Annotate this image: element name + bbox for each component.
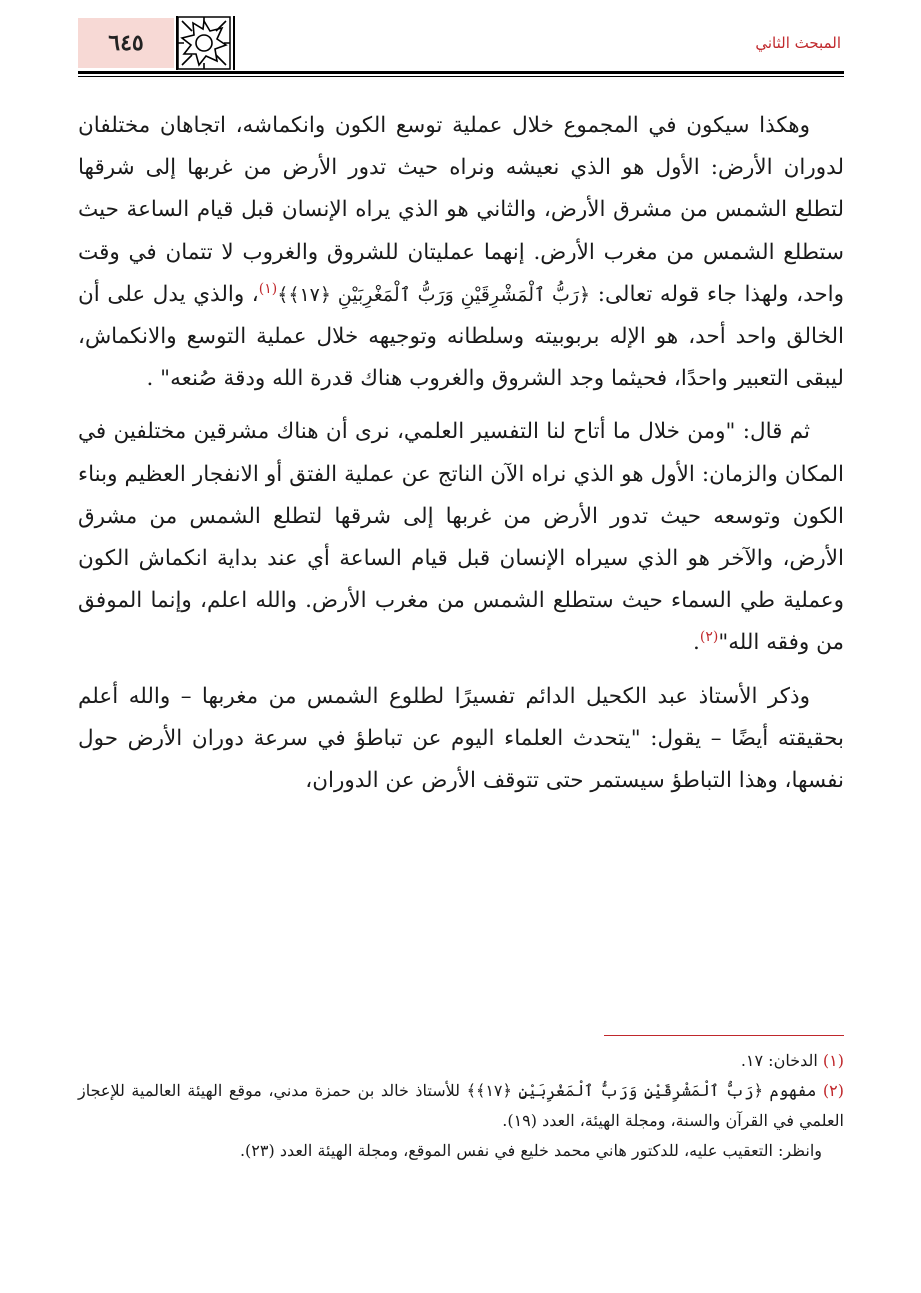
paragraph: [78, 411, 844, 664]
header-rule: [78, 71, 844, 74]
divider: [233, 16, 235, 70]
main-text: [78, 105, 844, 802]
footnote-separator: [604, 1035, 844, 1036]
paragraph-end: .: [693, 630, 700, 656]
footnote-ref[interactable]: (١): [258, 280, 278, 297]
paragraph-text: وهكذا سيكون في المجموع خلال عملية توسع الكون وانكماشه، اتجاهان مختلفان لدوران الأرض: الأول هو الذي نعيشه ونراه حيث تدور الأرض من غربها إلى شرقها لتطلع الشمس من مشرق الأرض، والثاني هو الذي يراه الإنسان قبل قيام الساعة حيث ستطلع الشمس من مغرب الأرض. إنهما عمليتان للشروق والغروب لا تتمان في وقت واحد، ولهذا جاء قوله تعالى:: [78, 113, 844, 307]
geometric-star-ornament-icon: [177, 16, 231, 70]
footnote-text: مفهوم ﴿رَبُّ ٱلْمَشْرِقَيْنِ وَرَبُّ ٱلْمَغْرِبَيْنِ ﴿١٧﴾﴾ للأستاذ خالد بن حمزة مدني، موقع الهيئة العالمية للإعجاز العلمي في القرآن والسنة، ومجلة الهيئة، العدد (١٩).: [78, 1081, 844, 1130]
footnote-text: وانظر: التعقيب عليه، للدكتور هاني محمد خليع في نفس الموقع، ومجلة الهيئة العدد (٢٣).: [239, 1141, 822, 1160]
page-header: [0, 0, 921, 80]
footnote-text: الدخان: ١٧.: [740, 1051, 818, 1070]
section-title: المبحث الثاني: [755, 34, 841, 52]
footnote-ref[interactable]: (٢): [699, 629, 719, 646]
footnote-number: (١): [822, 1051, 844, 1070]
footnote: [78, 1046, 844, 1076]
paragraph: [78, 676, 844, 803]
header-rule: [78, 76, 844, 77]
footnotes: [78, 1046, 844, 1166]
paragraph-text: وذكر الأستاذ عبد الكحيل الدائم تفسيرًا لطلوع الشمس من مغربها – والله أعلم بحقيقته أيضًا – يقول: "يتحدث العلماء اليوم عن تباطؤ في سرعة دوران الأرض حول نفسها، وهذا التباطؤ سيستمر حتى تتوقف الأرض عن الدوران،: [78, 683, 844, 794]
paragraph-text: ، والذي يدل على أن الخالق واحد أحد، هو الإله بربوبيته وسلطانه وتوجيهه خلال عملية التوسع والانكماش، ليبقى التعبير واحدًا، فحيثما وجد الشروق والغروب هناك قدرة الله ودقة صُنعه" .: [78, 281, 844, 392]
page-number: ٦٤٥: [78, 18, 174, 68]
paragraph-text: ثم قال: "ومن خلال ما أتاح لنا التفسير العلمي، نرى أن هناك مشرقين مختلفين في المكان والزمان: الأول هو الذي نراه الآن الناتج عن عملية الفتق أو الانفجار العظيم وبناء الكون وتوسعه حيث تدور الأرض من غربها إلى شرقها لتطلع الشمس من مشرق الأرض، والآخر هو الذي سيراه الإنسان قبل قيام الساعة أي عند بداية انكماش الكون وعملية طي السماء حيث ستطلع الشمس من مغرب الأرض. والله اعلم، وإنما الموفق من وفقه الله": [78, 419, 844, 656]
footnote: [78, 1076, 844, 1136]
paragraph: [78, 105, 844, 400]
quran-verse: ﴿رَبُّ ٱلْمَشْرِقَيْنِ وَرَبُّ ٱلْمَغْرِبَيْنِ ﴿١٧﴾﴾: [277, 283, 591, 306]
footnote-number: (٢): [822, 1081, 844, 1100]
footnote: [78, 1136, 844, 1166]
